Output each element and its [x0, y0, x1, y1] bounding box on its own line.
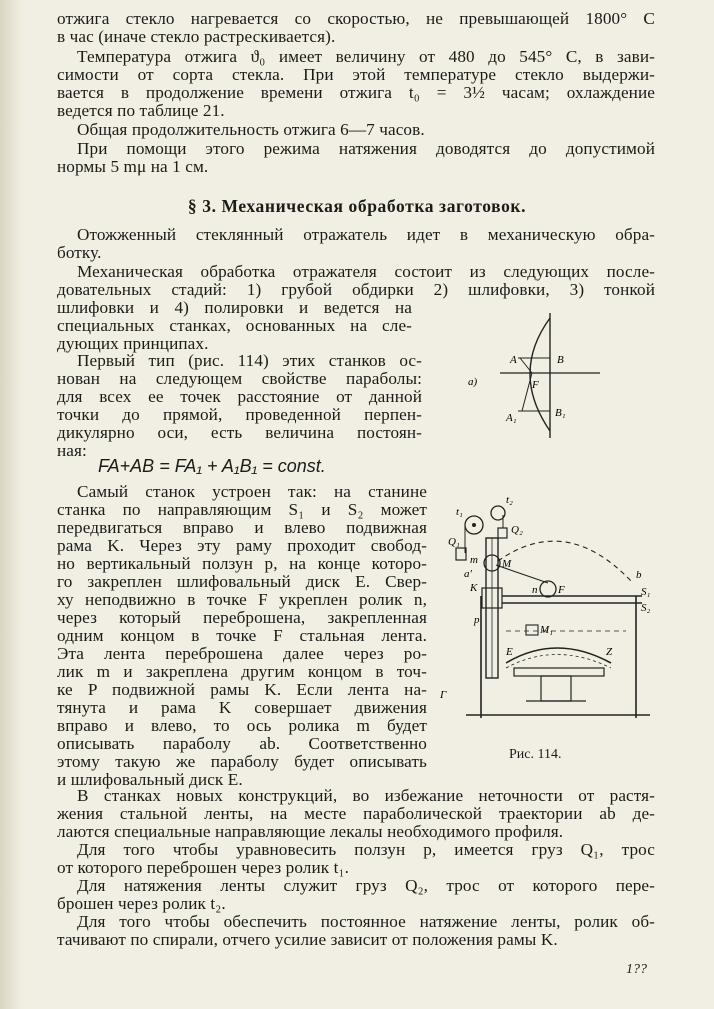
text-line: этому такую же параболу будет описывать	[57, 752, 427, 771]
text-line: шлифовки и 4) полировки и ведется на	[57, 298, 412, 317]
paragraph-annealing-temperature	[57, 48, 655, 120]
figure-caption: Рис. 114.	[509, 747, 562, 762]
fig-a-label: a)	[468, 376, 478, 388]
text-line: брошен через ролик t₂.	[57, 894, 226, 913]
fig-label-M1: M₁	[540, 624, 553, 636]
text-line: в час (иначе стекло растрескивается).	[57, 27, 336, 46]
text-line: лик m и закреплена другим концом в точ-	[57, 662, 427, 681]
text-line: описывать параболу ab. Соответственно	[57, 734, 427, 753]
text-line: Эта лента переброшена далее через ро-	[57, 644, 427, 663]
text-line: Общая продолжительность отжига 6—7 часов.	[77, 120, 425, 139]
text-line: симости от сорта стекла. При этой температуре стекло выдержи-	[57, 65, 655, 84]
page-spine-shadow	[0, 0, 22, 1009]
text-line: Механическая обработка отражателя состоит из следующих после-	[77, 262, 655, 281]
fig-a-A: A	[510, 354, 517, 366]
text-line: вправо и влево, то ось ролика m будет	[57, 716, 427, 735]
fig-label-n: n	[532, 584, 538, 596]
fig-label-t2: t₂	[506, 494, 513, 506]
text-line: одним концом в точке F стальная лента.	[57, 626, 427, 645]
paragraph-spiral-pulley	[57, 913, 655, 949]
fig-label-a: a′	[464, 568, 472, 580]
text-line: передвигаться вправо и влево подвижная	[57, 518, 427, 537]
fig-label-E: E	[506, 646, 513, 658]
text-line: Самый станок устроен так: на станине	[77, 482, 427, 501]
text-line: ная:	[57, 441, 87, 460]
fig-a-F: F	[532, 379, 539, 391]
text-line: от которого переброшен через ролик t₁.	[57, 858, 349, 877]
paragraph-tension-norm	[57, 140, 655, 176]
fig-label-K: K	[470, 582, 478, 594]
fig-label-S1: S₁	[641, 586, 651, 598]
paragraph-counterweight-Q1	[57, 841, 655, 877]
text-line: При помощи этого режима натяжения доводятся до допустимой	[77, 139, 655, 158]
section-heading: § 3. Механическая обработка заготовок.	[187, 196, 527, 216]
fig-label-M: M	[502, 558, 512, 570]
paragraph-parabola-property	[57, 352, 422, 460]
text-line: дующих принципах.	[57, 334, 209, 353]
parabola-formula: FA+AB = FA₁ + A₁B₁ = const.	[98, 456, 326, 476]
paragraph-total-duration	[57, 121, 655, 139]
text-line: Температура отжига ϑ₀ имеет величину от 480 до 545° С, в зави-	[77, 47, 655, 66]
fig-label-t1: t₁	[456, 506, 463, 518]
text-line: ху неподвижно в точке F укреплен ролик n,	[57, 590, 427, 609]
fig-label-Q1: Q₁	[448, 536, 460, 548]
text-line: станка по направляющим S₁ и S₂ может	[57, 500, 427, 519]
text-line: лаются специальные направляющие лекалы необходимого профиля.	[57, 822, 564, 841]
fig-a-B: B	[557, 354, 564, 366]
text-line: вается в продолжение времени отжига t₀ = 3½ часам; охлаждение	[57, 83, 655, 102]
text-line: точки до прямой, проведенной перпен-	[57, 405, 422, 424]
fig-label-G: Г	[440, 689, 447, 701]
paragraph-reflector-processing	[57, 226, 655, 262]
fig-label-b: b	[636, 569, 642, 581]
text-line: рама K. Через эту раму проходит свобод-	[57, 536, 427, 555]
fig-label-m: m	[470, 554, 478, 566]
text-line: В станках новых конструкций, во избежание неточности от растя-	[77, 786, 655, 805]
figure-114-machine-diagram	[436, 493, 658, 733]
text-line: нован на следующем свойстве параболы:	[57, 369, 422, 388]
fig-label-Z: Z	[606, 646, 613, 658]
text-line: Первый тип (рис. 114) этих станков ос-	[77, 351, 422, 370]
fig-label-S2: S₂	[641, 602, 651, 614]
text-line: и шлифовальный диск E.	[57, 770, 243, 789]
text-line: довательных стадий: 1) грубой обдирки 2) шлифовки, 3) тонкой	[57, 280, 655, 299]
text-line: дикулярно оси, есть величина постоян-	[57, 423, 422, 442]
figure-a-parabola	[460, 313, 600, 443]
text-line: Для натяжения ленты служит груз Q₂, трос от которого пере-	[77, 876, 655, 895]
text-line: ке P подвижной рамы K. Если лента на-	[57, 680, 427, 699]
fig-a-A1: A₁	[506, 412, 517, 424]
text-line: для всех ее точек расстояние от данной	[57, 387, 422, 406]
text-line: ведется по таблице 21.	[57, 101, 225, 120]
fig-label-Q2: Q₂	[511, 524, 523, 536]
text-line: специальных станках, основанных на сле-	[57, 316, 412, 335]
text-line: Для того чтобы обеспечить постоянное натяжение ленты, ролик об-	[77, 912, 655, 931]
text-line: го закреплен шлифовальный диск E. Свер-	[57, 572, 427, 591]
fig-label-F: F	[558, 584, 565, 596]
text-line: через который переброшена, закрепленная	[57, 608, 427, 627]
paragraph-new-constructions	[57, 787, 655, 841]
paragraph-counterweight-Q2	[57, 877, 655, 913]
text-line: тачивают по спирали, отчего усилие зависит от положения рамы K.	[57, 930, 558, 949]
fig-label-p: p	[474, 614, 480, 626]
text-line: отжига стекло нагревается со скоростью, не превышающей 1800° С	[57, 9, 655, 28]
paragraph-annealing-rate	[57, 10, 655, 46]
text-line: тянута и рама K совершает движения	[57, 698, 427, 717]
paragraph-machine-design	[57, 483, 427, 789]
text-line: Для того чтобы уравновесить ползун p, имеется груз Q₁, трос	[77, 840, 655, 859]
page-number: 1??	[626, 962, 647, 977]
fig-a-B1: B₁	[555, 407, 566, 419]
text-line: Отожженный стеклянный отражатель идет в механическую обра-	[77, 225, 655, 244]
text-line: но вертикальный ползун p, на конце которо-	[57, 554, 427, 573]
text-line: ботку.	[57, 243, 102, 262]
text-line: нормы 5 mμ на 1 см.	[57, 157, 209, 176]
text-line: жения стальной ленты, на месте параболической траектории ab де-	[57, 804, 655, 823]
